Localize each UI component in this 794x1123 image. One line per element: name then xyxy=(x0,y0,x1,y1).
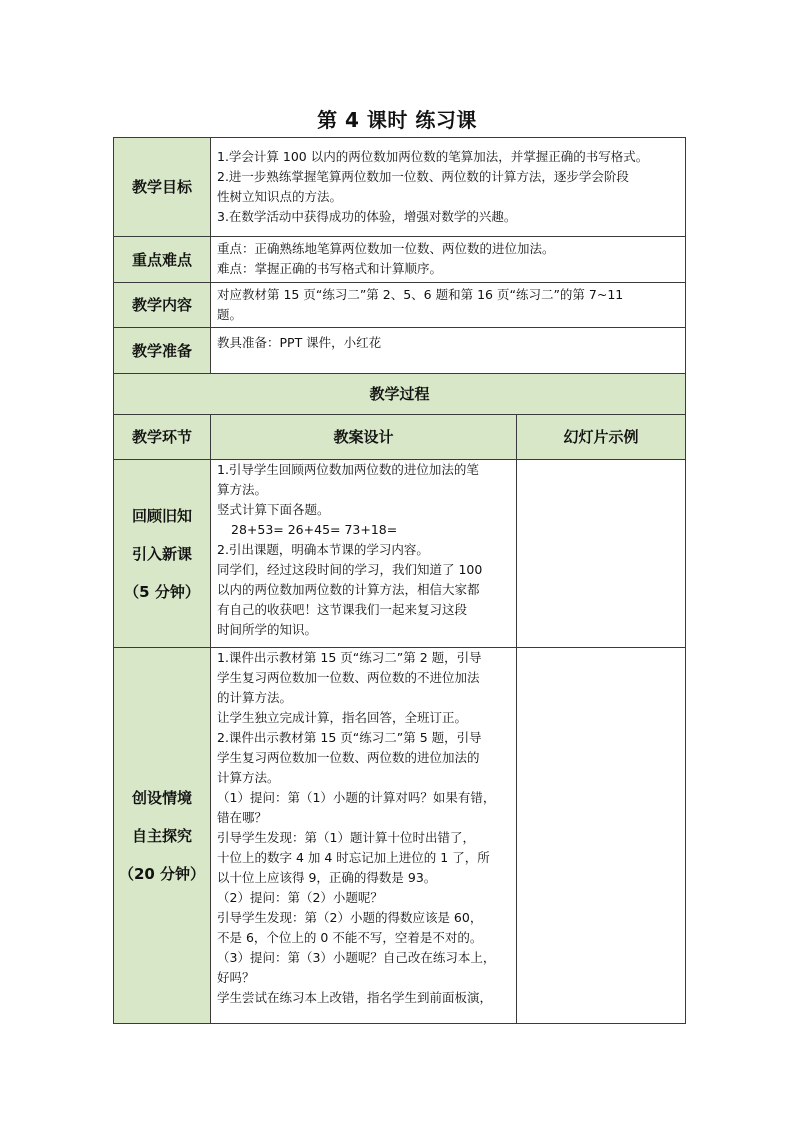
design-line: 引导学生发现：第（1）题计算十位时出错了， xyxy=(217,830,475,845)
content-line: 题。 xyxy=(217,307,243,322)
design-line: 以十位上应该得 9，正确的得数是 93。 xyxy=(217,870,437,885)
design-line: 让学生独立完成计算，指名回答，全班订正。 xyxy=(217,710,468,725)
design-line: 以内的两位数加两位数的计算方法，相信大家都 xyxy=(217,582,480,597)
content-row xyxy=(114,283,686,328)
goals-row xyxy=(114,138,686,237)
keypoints-label: 重点难点 xyxy=(114,237,211,283)
design-line: 算方法。 xyxy=(217,482,268,497)
content-content xyxy=(211,283,686,328)
goals-line: 1.学会计算 100 以内的两位数加两位数的笔算加法，并掌握正确的书写格式。 xyxy=(217,149,649,164)
stage2-duration: （20 分钟） xyxy=(118,864,206,883)
stage1-name: 引入新课 xyxy=(131,544,192,563)
design-line: 竖式计算下面各题。 xyxy=(217,502,330,517)
stage2-design xyxy=(211,648,517,1024)
stage1-design xyxy=(211,460,517,648)
content-label: 教学内容 xyxy=(114,283,211,328)
goals-label: 教学目标 xyxy=(114,138,211,237)
stage2-slides xyxy=(517,648,686,1024)
column-header-stage: 教学环节 xyxy=(114,415,211,460)
stage2-name: 创设情境 xyxy=(131,788,192,807)
design-line: 不是 6，个位上的 0 不能不写，空着是不对的。 xyxy=(217,930,483,945)
design-line: 学生复习两位数加一位数、两位数的进位加法的 xyxy=(217,750,480,765)
goals-line: 性树立知识点的方法。 xyxy=(217,189,343,204)
prep-row xyxy=(114,328,686,374)
stage1-duration: （5 分钟） xyxy=(124,582,200,601)
prep-content xyxy=(211,328,686,374)
stage1-slides xyxy=(517,460,686,648)
design-line: 同学们，经过这段时间的学习，我们知道了 100 xyxy=(217,562,483,577)
prep-label: 教学准备 xyxy=(114,328,211,374)
stage2-name: 自主探究 xyxy=(131,826,192,845)
design-line: 有自己的收获吧！这节课我们一起来复习这段 xyxy=(217,602,468,617)
design-line: 错在哪？ xyxy=(217,810,268,825)
lesson-plan-table xyxy=(113,137,686,1024)
design-line: 学生复习两位数加一位数、两位数的不进位加法 xyxy=(217,670,480,685)
process-header-row xyxy=(114,374,686,415)
stage1-row xyxy=(114,460,686,648)
design-line: 28+53= 26+45= 73+18= xyxy=(231,522,398,537)
design-line: 2.引出课题，明确本节课的学习内容。 xyxy=(217,542,429,557)
design-line: 计算方法。 xyxy=(217,770,280,785)
design-line: 1.引导学生回顾两位数加两位数的进位加法的笔 xyxy=(217,462,479,477)
design-line: （1）提问：第（1）小题的计算对吗？如果有错， xyxy=(217,790,496,805)
stage2-label xyxy=(114,648,211,1024)
prep-line: 教具准备：PPT 课件，小红花 xyxy=(217,335,382,350)
design-line: （2）提问：第（2）小题呢？ xyxy=(217,890,383,905)
design-line: 时间所学的知识。 xyxy=(217,622,318,637)
design-line: 学生尝试在练习本上改错，指名学生到前面板演， xyxy=(217,990,493,1005)
column-header-slides: 幻灯片示例 xyxy=(517,415,686,460)
keypoints-row xyxy=(114,237,686,283)
keypoints-content xyxy=(211,237,686,283)
column-header-row xyxy=(114,415,686,460)
design-line: 引导学生发现：第（2）小题的得数应该是 60， xyxy=(217,910,483,925)
column-header-design: 教案设计 xyxy=(211,415,517,460)
design-line: 2.课件出示教材第 15 页“练习二”第 5 题，引导 xyxy=(217,730,482,745)
stage2-row xyxy=(114,648,686,1024)
goals-line: 2.进一步熟练掌握笔算两位数加一位数、两位数的计算方法，逐步学会阶段 xyxy=(217,169,629,184)
design-line: 的计算方法。 xyxy=(217,690,293,705)
goals-line: 3.在数学活动中获得成功的体验，增强对数学的兴趣。 xyxy=(217,209,517,224)
design-line: 十位上的数字 4 加 4 时忘记加上进位的 1 了，所 xyxy=(217,850,490,865)
keypoints-line: 重点：正确熟练地笔算两位数加一位数、两位数的进位加法。 xyxy=(217,241,555,256)
stage1-label xyxy=(114,460,211,648)
stage1-name: 回顾旧知 xyxy=(131,506,192,525)
keypoints-line: 难点：掌握正确的书写格式和计算顺序。 xyxy=(217,261,443,276)
goals-content xyxy=(211,138,686,237)
design-line: 好吗？ xyxy=(217,970,255,985)
content-line: 对应教材第 15 页“练习二”第 2、5、6 题和第 16 页“练习二”的第 7~11 xyxy=(217,287,624,302)
page-title: 第 4 课时 练习课 xyxy=(317,108,477,132)
design-line: 1.课件出示教材第 15 页“练习二”第 2 题，引导 xyxy=(217,650,482,665)
process-header: 教学过程 xyxy=(114,374,686,415)
design-line: （3）提问：第（3）小题呢？自己改在练习本上， xyxy=(217,950,496,965)
